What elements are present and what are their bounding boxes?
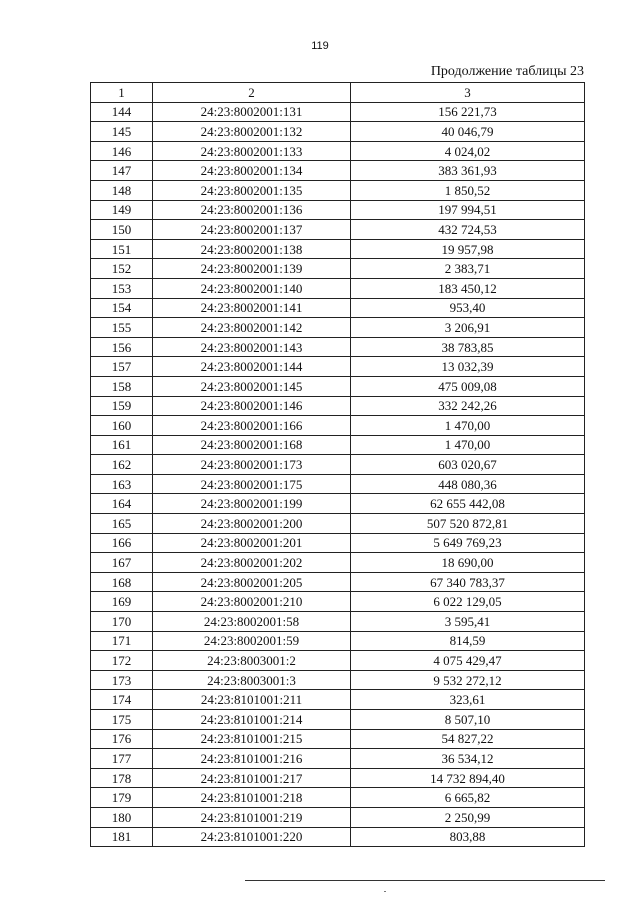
cadastral-number-cell: 24:23:8101001:211 [153, 690, 351, 710]
row-number-cell: 148 [91, 180, 153, 200]
cadastral-number-cell: 24:23:8002001:141 [153, 298, 351, 318]
table-row [91, 592, 585, 612]
page-number: 119 [311, 40, 329, 52]
value-cell: 5 649 769,23 [351, 533, 585, 553]
cadastral-number-cell: 24:23:8003001:2 [153, 651, 351, 671]
data-table [90, 82, 585, 847]
cadastral-number-cell: 24:23:8101001:215 [153, 729, 351, 749]
value-cell: 6 665,82 [351, 788, 585, 808]
value-cell: 183 450,12 [351, 278, 585, 298]
table-row [91, 141, 585, 161]
table-row [91, 807, 585, 827]
value-cell: 3 206,91 [351, 318, 585, 338]
row-number-cell: 180 [91, 807, 153, 827]
table-row [91, 768, 585, 788]
footer-rule [245, 880, 605, 881]
table-row [91, 298, 585, 318]
row-number-cell: 146 [91, 141, 153, 161]
table-row [91, 729, 585, 749]
value-cell: 383 361,93 [351, 161, 585, 181]
cadastral-number-cell: 24:23:8002001:205 [153, 572, 351, 592]
row-number-cell: 177 [91, 749, 153, 769]
value-cell: 67 340 783,37 [351, 572, 585, 592]
value-cell: 4 024,02 [351, 141, 585, 161]
row-number-cell: 178 [91, 768, 153, 788]
table-row [91, 553, 585, 573]
cadastral-number-cell: 24:23:8002001:137 [153, 220, 351, 240]
value-cell: 1 850,52 [351, 180, 585, 200]
value-cell: 8 507,10 [351, 710, 585, 730]
table-row [91, 161, 585, 181]
value-cell: 62 655 442,08 [351, 494, 585, 514]
row-number-cell: 145 [91, 122, 153, 142]
cadastral-number-cell: 24:23:8101001:219 [153, 807, 351, 827]
cadastral-number-cell: 24:23:8002001:173 [153, 455, 351, 475]
value-cell: 36 534,12 [351, 749, 585, 769]
cadastral-number-cell: 24:23:8002001:132 [153, 122, 351, 142]
row-number-cell: 170 [91, 612, 153, 632]
row-number-cell: 152 [91, 259, 153, 279]
table-row [91, 572, 585, 592]
value-cell: 603 020,67 [351, 455, 585, 475]
table-row [91, 180, 585, 200]
row-number-cell: 176 [91, 729, 153, 749]
table-row [91, 651, 585, 671]
table-header-row [91, 83, 585, 103]
table-row [91, 278, 585, 298]
row-number-cell: 181 [91, 827, 153, 847]
value-cell: 13 032,39 [351, 357, 585, 377]
cadastral-number-cell: 24:23:8002001:199 [153, 494, 351, 514]
row-number-cell: 169 [91, 592, 153, 612]
cadastral-number-cell: 24:23:8002001:140 [153, 278, 351, 298]
cadastral-number-cell: 24:23:8002001:58 [153, 612, 351, 632]
cadastral-number-cell: 24:23:8002001:146 [153, 396, 351, 416]
row-number-cell: 167 [91, 553, 153, 573]
row-number-cell: 158 [91, 376, 153, 396]
cadastral-number-cell: 24:23:8002001:210 [153, 592, 351, 612]
row-number-cell: 159 [91, 396, 153, 416]
row-number-cell: 155 [91, 318, 153, 338]
table-row [91, 376, 585, 396]
row-number-cell: 166 [91, 533, 153, 553]
table-row [91, 612, 585, 632]
table-row [91, 220, 585, 240]
value-cell: 2 250,99 [351, 807, 585, 827]
cadastral-number-cell: 24:23:8002001:135 [153, 180, 351, 200]
row-number-cell: 164 [91, 494, 153, 514]
column-header: 1 [91, 83, 153, 103]
row-number-cell: 174 [91, 690, 153, 710]
row-number-cell: 153 [91, 278, 153, 298]
cadastral-number-cell: 24:23:8101001:218 [153, 788, 351, 808]
table-row [91, 455, 585, 475]
cadastral-number-cell: 24:23:8002001:168 [153, 435, 351, 455]
row-number-cell: 147 [91, 161, 153, 181]
value-cell: 9 532 272,12 [351, 670, 585, 690]
table-row [91, 416, 585, 436]
row-number-cell: 171 [91, 631, 153, 651]
table-row [91, 318, 585, 338]
cadastral-number-cell: 24:23:8002001:200 [153, 514, 351, 534]
value-cell: 814,59 [351, 631, 585, 651]
table-row [91, 690, 585, 710]
table-row [91, 827, 585, 847]
value-cell: 54 827,22 [351, 729, 585, 749]
row-number-cell: 160 [91, 416, 153, 436]
value-cell: 3 595,41 [351, 612, 585, 632]
value-cell: 332 242,26 [351, 396, 585, 416]
row-number-cell: 179 [91, 788, 153, 808]
table-row [91, 357, 585, 377]
row-number-cell: 165 [91, 514, 153, 534]
value-cell: 6 022 129,05 [351, 592, 585, 612]
table-row [91, 435, 585, 455]
cadastral-number-cell: 24:23:8002001:131 [153, 102, 351, 122]
row-number-cell: 154 [91, 298, 153, 318]
cadastral-number-cell: 24:23:8101001:220 [153, 827, 351, 847]
cadastral-number-cell: 24:23:8101001:216 [153, 749, 351, 769]
row-number-cell: 157 [91, 357, 153, 377]
value-cell: 953,40 [351, 298, 585, 318]
cadastral-number-cell: 24:23:8002001:166 [153, 416, 351, 436]
value-cell: 4 075 429,47 [351, 651, 585, 671]
table-row [91, 122, 585, 142]
cadastral-number-cell: 24:23:8002001:175 [153, 474, 351, 494]
cadastral-number-cell: 24:23:8003001:3 [153, 670, 351, 690]
value-cell: 475 009,08 [351, 376, 585, 396]
cadastral-number-cell: 24:23:8002001:139 [153, 259, 351, 279]
table-row [91, 102, 585, 122]
cadastral-number-cell: 24:23:8002001:202 [153, 553, 351, 573]
cadastral-number-cell: 24:23:8002001:144 [153, 357, 351, 377]
value-cell: 156 221,73 [351, 102, 585, 122]
cadastral-number-cell: 24:23:8002001:142 [153, 318, 351, 338]
table-row [91, 710, 585, 730]
scan-speck [384, 891, 386, 892]
row-number-cell: 163 [91, 474, 153, 494]
cadastral-number-cell: 24:23:8002001:138 [153, 239, 351, 259]
table-row [91, 259, 585, 279]
cadastral-number-cell: 24:23:8002001:136 [153, 200, 351, 220]
cadastral-number-cell: 24:23:8002001:59 [153, 631, 351, 651]
value-cell: 507 520 872,81 [351, 514, 585, 534]
value-cell: 448 080,36 [351, 474, 585, 494]
row-number-cell: 162 [91, 455, 153, 475]
row-number-cell: 168 [91, 572, 153, 592]
row-number-cell: 144 [91, 102, 153, 122]
row-number-cell: 149 [91, 200, 153, 220]
table-row [91, 749, 585, 769]
cadastral-number-cell: 24:23:8002001:143 [153, 337, 351, 357]
row-number-cell: 161 [91, 435, 153, 455]
value-cell: 18 690,00 [351, 553, 585, 573]
row-number-cell: 175 [91, 710, 153, 730]
column-header: 3 [351, 83, 585, 103]
value-cell: 1 470,00 [351, 435, 585, 455]
table-row [91, 788, 585, 808]
table-row [91, 494, 585, 514]
row-number-cell: 151 [91, 239, 153, 259]
table-row [91, 337, 585, 357]
table-row [91, 514, 585, 534]
table-row [91, 474, 585, 494]
cadastral-number-cell: 24:23:8002001:145 [153, 376, 351, 396]
cadastral-number-cell: 24:23:8101001:217 [153, 768, 351, 788]
value-cell: 1 470,00 [351, 416, 585, 436]
cadastral-number-cell: 24:23:8002001:133 [153, 141, 351, 161]
row-number-cell: 172 [91, 651, 153, 671]
row-number-cell: 173 [91, 670, 153, 690]
table-row [91, 533, 585, 553]
table-caption: Продолжение таблицы 23 [430, 64, 584, 79]
value-cell: 2 383,71 [351, 259, 585, 279]
value-cell: 19 957,98 [351, 239, 585, 259]
table-row [91, 631, 585, 651]
table-row [91, 239, 585, 259]
column-header: 2 [153, 83, 351, 103]
table-row [91, 200, 585, 220]
value-cell: 323,61 [351, 690, 585, 710]
table-row [91, 670, 585, 690]
value-cell: 432 724,53 [351, 220, 585, 240]
table-row [91, 396, 585, 416]
cadastral-number-cell: 24:23:8101001:214 [153, 710, 351, 730]
value-cell: 40 046,79 [351, 122, 585, 142]
value-cell: 197 994,51 [351, 200, 585, 220]
cadastral-number-cell: 24:23:8002001:134 [153, 161, 351, 181]
row-number-cell: 150 [91, 220, 153, 240]
value-cell: 803,88 [351, 827, 585, 847]
value-cell: 14 732 894,40 [351, 768, 585, 788]
row-number-cell: 156 [91, 337, 153, 357]
cadastral-number-cell: 24:23:8002001:201 [153, 533, 351, 553]
value-cell: 38 783,85 [351, 337, 585, 357]
